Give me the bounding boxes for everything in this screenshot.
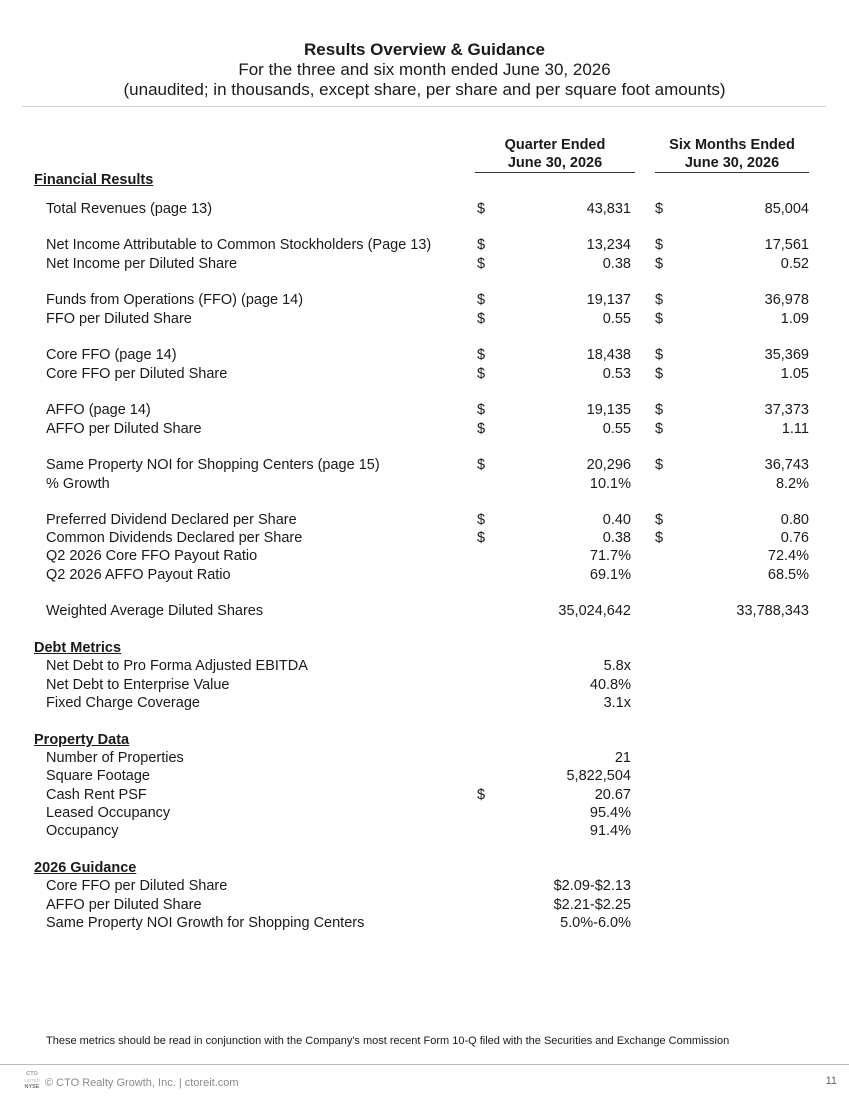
row-label: Weighted Average Diluted Shares	[46, 603, 264, 619]
column-header-quarter-line2: June 30, 2026	[507, 155, 603, 171]
footnote: These metrics should be read in conjunction with the Company's most recent Form 10-Q filed with the Securities and Exchange Commission	[46, 1035, 730, 1047]
page-subtitle-period: For the three and six month ended June 30, 2026	[238, 60, 611, 79]
page-title: Results Overview & Guidance	[304, 40, 545, 59]
logo-text-listed: LISTED	[24, 1077, 40, 1083]
quarter-value: 40.8%	[589, 677, 631, 693]
currency-symbol: $	[655, 421, 664, 437]
row-label: Core FFO (page 14)	[46, 347, 177, 363]
row-label: Net Income Attributable to Common Stockholders (Page 13)	[46, 237, 432, 253]
currency-symbol: $	[477, 347, 486, 363]
currency-symbol: $	[477, 292, 486, 308]
six-month-value: 1.05	[780, 366, 809, 382]
row-label: Common Dividends Declared per Share	[46, 530, 303, 546]
six-month-value: 0.80	[780, 512, 809, 528]
currency-symbol: $	[477, 201, 486, 217]
row-label: % Growth	[46, 476, 110, 492]
quarter-value: 95.4%	[589, 805, 631, 821]
currency-symbol: $	[477, 311, 486, 327]
guidance-value: 5.0%-6.0%	[560, 915, 631, 931]
six-month-value: 72.4%	[767, 548, 809, 564]
quarter-value: 18,438	[586, 347, 631, 363]
row-label: Q2 2026 AFFO Payout Ratio	[46, 567, 231, 583]
row-label: AFFO per Diluted Share	[46, 897, 202, 913]
quarter-value: 5.8x	[603, 658, 631, 674]
column-header-six-months-line1: Six Months Ended	[669, 137, 795, 153]
row-label: Funds from Operations (FFO) (page 14)	[46, 292, 304, 308]
row-label: Occupancy	[46, 823, 119, 839]
currency-symbol: $	[655, 530, 664, 546]
quarter-value: 13,234	[586, 237, 631, 253]
six-month-value: 33,788,343	[736, 603, 809, 619]
six-month-value: 35,369	[764, 347, 809, 363]
row-label: Leased Occupancy	[46, 805, 171, 821]
currency-symbol: $	[655, 457, 664, 473]
section-heading-financial-results: Financial Results	[34, 172, 154, 188]
column-header-quarter-line1: Quarter Ended	[504, 137, 606, 153]
six-month-value: 8.2%	[775, 476, 809, 492]
currency-symbol: $	[477, 256, 486, 272]
quarter-value: 20,296	[586, 457, 631, 473]
row-label: Preferred Dividend Declared per Share	[46, 512, 297, 528]
copyright-text: © CTO Realty Growth, Inc. | ctoreit.com	[45, 1077, 239, 1089]
row-label: Cash Rent PSF	[46, 787, 147, 803]
currency-symbol: $	[655, 402, 664, 418]
page-subtitle-units: (unaudited; in thousands, except share, per share and per square foot amounts)	[123, 80, 726, 99]
six-month-value: 0.76	[780, 530, 809, 546]
section-heading-guidance: 2026 Guidance	[34, 860, 137, 876]
currency-symbol: $	[477, 512, 486, 528]
currency-symbol: $	[477, 530, 486, 546]
six-month-value: 37,373	[764, 402, 809, 418]
page-number: 11	[825, 1075, 837, 1087]
logo-text-cto: CTO	[26, 1071, 38, 1077]
quarter-value: 19,137	[586, 292, 631, 308]
six-month-value: 1.09	[780, 311, 809, 327]
currency-symbol: $	[655, 201, 664, 217]
currency-symbol: $	[477, 402, 486, 418]
row-label: Number of Properties	[46, 750, 184, 766]
quarter-value: 91.4%	[589, 823, 631, 839]
row-label: Square Footage	[46, 768, 150, 784]
row-label: Q2 2026 Core FFO Payout Ratio	[46, 548, 258, 564]
quarter-value: 0.38	[602, 530, 631, 546]
quarter-value: 0.55	[602, 421, 631, 437]
guidance-value: $2.21-$2.25	[553, 897, 631, 913]
section-heading-property-data: Property Data	[34, 732, 130, 748]
quarter-value: 71.7%	[589, 548, 631, 564]
currency-symbol: $	[477, 237, 486, 253]
section-heading-debt-metrics: Debt Metrics	[34, 640, 122, 656]
column-underline-quarter	[475, 172, 635, 173]
six-month-value: 85,004	[764, 201, 809, 217]
logo-text-nyse: NYSE	[24, 1084, 40, 1090]
row-label: Same Property NOI for Shopping Centers (page 15)	[46, 457, 380, 473]
footer-divider	[0, 1064, 849, 1065]
currency-symbol: $	[477, 421, 486, 437]
six-month-value: 68.5%	[767, 567, 809, 583]
quarter-value: 3.1x	[603, 695, 631, 711]
currency-symbol: $	[655, 256, 664, 272]
guidance-value: $2.09-$2.13	[553, 878, 631, 894]
quarter-value: 0.53	[602, 366, 631, 382]
quarter-value: 0.38	[602, 256, 631, 272]
currency-symbol: $	[655, 366, 664, 382]
row-label: Core FFO per Diluted Share	[46, 366, 228, 382]
currency-symbol: $	[655, 237, 664, 253]
row-label: Net Debt to Pro Forma Adjusted EBITDA	[46, 658, 308, 674]
row-label: Core FFO per Diluted Share	[46, 878, 228, 894]
quarter-value: 69.1%	[589, 567, 631, 583]
six-month-value: 1.11	[781, 421, 809, 437]
currency-symbol: $	[477, 787, 486, 803]
quarter-value: 0.40	[602, 512, 631, 528]
six-month-value: 17,561	[764, 237, 809, 253]
quarter-value: 43,831	[586, 201, 631, 217]
row-label: AFFO (page 14)	[46, 402, 151, 418]
row-label: AFFO per Diluted Share	[46, 421, 202, 437]
quarter-value: 19,135	[586, 402, 631, 418]
currency-symbol: $	[477, 457, 486, 473]
quarter-value: 0.55	[602, 311, 631, 327]
quarter-value: 21	[614, 750, 631, 766]
currency-symbol: $	[655, 292, 664, 308]
six-month-value: 0.52	[780, 256, 809, 272]
column-header-quarter	[475, 136, 635, 172]
currency-symbol: $	[477, 366, 486, 382]
row-label: Net Debt to Enterprise Value	[46, 677, 230, 693]
quarter-value: 20.67	[594, 787, 631, 803]
column-header-six-months	[652, 136, 812, 172]
column-underline-six-months	[655, 172, 809, 173]
row-label: Fixed Charge Coverage	[46, 695, 200, 711]
quarter-value: 35,024,642	[558, 603, 631, 619]
nyse-logo	[22, 1071, 42, 1091]
six-month-value: 36,743	[764, 457, 809, 473]
row-label: Same Property NOI Growth for Shopping Centers	[46, 915, 365, 931]
currency-symbol: $	[655, 311, 664, 327]
quarter-value: 5,822,504	[566, 768, 631, 784]
currency-symbol: $	[655, 512, 664, 528]
currency-symbol: $	[655, 347, 664, 363]
header-divider	[22, 106, 826, 107]
row-label: Net Income per Diluted Share	[46, 256, 238, 272]
six-month-value: 36,978	[764, 292, 809, 308]
quarter-value: 10.1%	[589, 476, 631, 492]
row-label: FFO per Diluted Share	[46, 311, 192, 327]
column-header-six-months-line2: June 30, 2026	[684, 155, 780, 171]
row-label: Total Revenues (page 13)	[46, 201, 213, 217]
